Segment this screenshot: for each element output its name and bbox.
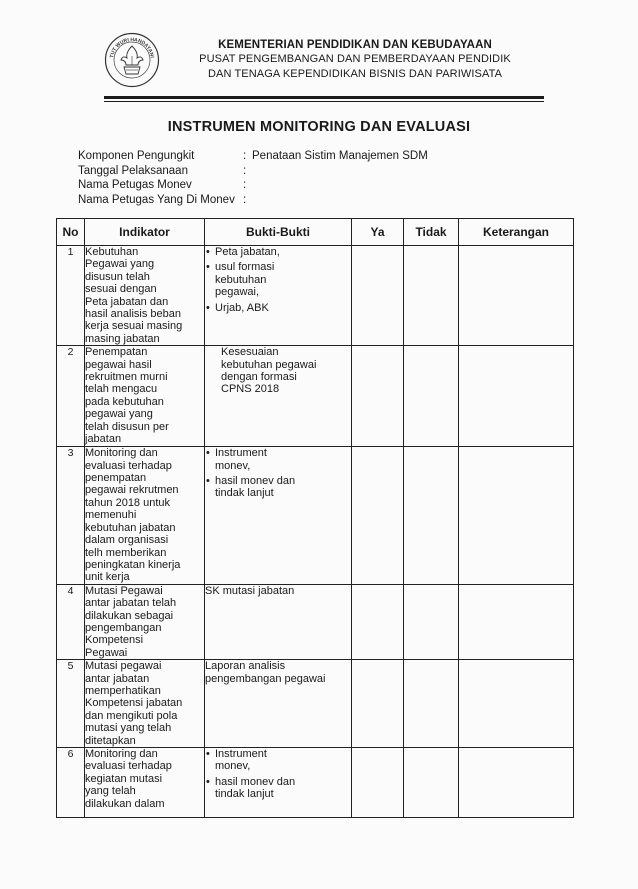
meta-label: Nama Petugas Yang Di Monev xyxy=(78,193,235,206)
meta-row xyxy=(78,149,498,164)
table-row xyxy=(57,447,574,584)
bukti-text xyxy=(205,585,351,597)
meta-colon: : xyxy=(243,150,247,162)
bukti-line: kebutuhan pegawai xyxy=(221,358,317,371)
cell-bukti xyxy=(205,748,352,818)
indikator-line: kegiatan mutasi xyxy=(85,772,163,785)
bukti-line: monev, xyxy=(215,459,251,472)
indikator-line: dilakukan dalam xyxy=(85,797,165,810)
indikator-line: kebutuhan jabatan xyxy=(85,521,176,534)
indikator-line: telh memberikan xyxy=(85,546,167,559)
indikator-line: hasil analisis beban xyxy=(85,308,182,321)
monev-table xyxy=(56,218,574,818)
letterhead-rule-thick xyxy=(104,96,544,99)
cell-tidak xyxy=(404,346,459,447)
indikator-line: Pegawai xyxy=(85,646,128,659)
cell-no: 5 xyxy=(57,660,85,748)
indikator-line: memperhatikan xyxy=(85,684,161,697)
cell-no: 4 xyxy=(57,584,85,659)
bukti-item xyxy=(215,246,351,258)
indikator-line: pada kebutuhan xyxy=(85,395,164,408)
bukti-item xyxy=(215,776,351,801)
table-row xyxy=(57,660,574,748)
bukti-line: • hasil monev dan xyxy=(215,475,296,488)
cell-bukti xyxy=(205,447,352,584)
cell-ya xyxy=(352,346,404,447)
indikator-line: Kebutuhan xyxy=(85,246,139,258)
header-keterangan: Keterangan xyxy=(459,219,574,246)
cell-indikator xyxy=(85,447,205,584)
indikator-line: dilakukan sebagai xyxy=(85,609,174,622)
meta-colon: : xyxy=(243,193,247,206)
cell-tidak xyxy=(404,447,459,584)
bukti-line: Kesesuaian xyxy=(221,346,279,359)
document-title: INSTRUMEN MONITORING DAN EVALUASI xyxy=(167,119,471,135)
indikator-line: evaluasi terhadap xyxy=(85,459,172,472)
meta-colon: : xyxy=(243,179,247,191)
indikator-line: antar jabatan telah xyxy=(85,597,177,610)
header-indikator: Indikator xyxy=(85,219,205,246)
indikator-line: Monitoring dan xyxy=(85,447,158,460)
meta-info xyxy=(78,149,498,207)
bukti-line: monev, xyxy=(215,760,251,773)
header-ya: Ya xyxy=(352,219,404,246)
svg-text:TUT WURI HANDAYANI: TUT WURI HANDAYANI xyxy=(109,36,155,59)
indikator-line: rekruitmen murni xyxy=(85,371,168,384)
bukti-line: pengembangan pegawai xyxy=(205,672,326,685)
indikator-line: Mutasi pegawai xyxy=(85,660,162,673)
bukti-line: • Instrument xyxy=(215,748,267,760)
center-name-line-1: PUSAT PENGEMBANGAN DAN PEMBERDAYAAN PENDIDIK xyxy=(199,53,511,65)
table-row xyxy=(57,346,574,447)
letterhead-rule-thin xyxy=(104,101,544,102)
indikator-line: Pegawai yang xyxy=(85,258,155,271)
indikator-line: peningkatan kinerja xyxy=(85,558,181,571)
indikator-line: Kompetensi xyxy=(85,634,144,647)
indikator-line: sesuai dengan xyxy=(85,283,157,296)
indikator-line: Monitoring dan xyxy=(85,748,158,760)
bukti-item xyxy=(215,261,351,298)
bukti-line: pegawai, xyxy=(215,286,260,299)
meta-row xyxy=(78,178,498,193)
bukti-item xyxy=(215,475,351,500)
indikator-line: antar jabatan xyxy=(85,672,150,685)
indikator-line: dalam organisasi xyxy=(85,534,169,547)
cell-no: 6 xyxy=(57,748,85,818)
bukti-line: CPNS 2018 xyxy=(221,383,280,396)
indikator-line: pengembangan xyxy=(85,621,162,634)
indikator-line: dan mengikuti pola xyxy=(85,709,178,722)
cell-keterangan xyxy=(459,748,574,818)
bukti-line: • Instrument xyxy=(215,447,267,460)
bukti-line: kebutuhan xyxy=(215,273,267,286)
indikator-line: telah disusun per xyxy=(85,420,169,433)
indikator-line: Peta jabatan dan xyxy=(85,295,169,308)
meta-colon: : xyxy=(243,164,247,177)
table-row xyxy=(57,748,574,818)
cell-indikator xyxy=(85,246,205,346)
cell-indikator xyxy=(85,748,205,818)
bukti-item xyxy=(215,447,351,472)
bukti-list xyxy=(205,447,351,500)
bukti-text xyxy=(205,660,351,685)
indikator-line: mutasi yang telah xyxy=(85,722,172,735)
cell-indikator xyxy=(85,346,205,447)
cell-ya xyxy=(352,447,404,584)
bukti-line: • Urjab, ABK xyxy=(215,301,269,314)
cell-keterangan xyxy=(459,447,574,584)
cell-keterangan xyxy=(459,246,574,346)
bukti-line: • usul formasi xyxy=(215,261,275,274)
meta-row xyxy=(78,164,498,179)
meta-row xyxy=(78,193,498,208)
indikator-line: yang telah xyxy=(85,785,136,798)
bukti-line: dengan formasi xyxy=(221,371,297,384)
indikator-line: evaluasi terhadap xyxy=(85,760,172,773)
indikator-line: unit kerja xyxy=(85,571,130,584)
indikator-line: Penempatan xyxy=(85,346,148,359)
bukti-line: tindak lanjut xyxy=(215,788,274,801)
bukti-item xyxy=(215,748,351,773)
center-name-line-2: DAN TENAGA KEPENDIDIKAN BISNIS DAN PARIWISATA xyxy=(207,68,503,80)
meta-label: Komponen Pengungkit xyxy=(78,150,195,162)
cell-tidak xyxy=(404,246,459,346)
header-tidak: Tidak xyxy=(404,219,459,246)
cell-keterangan xyxy=(459,346,574,447)
indikator-line: pegawai hasil xyxy=(85,358,152,371)
indikator-line: pegawai yang xyxy=(85,408,153,421)
indikator-line: tahun 2018 untuk xyxy=(85,496,171,509)
cell-tidak xyxy=(404,584,459,659)
cell-ya xyxy=(352,748,404,818)
cell-bukti xyxy=(205,584,352,659)
header-no: No xyxy=(57,219,85,246)
cell-tidak xyxy=(404,660,459,748)
indikator-line: kerja sesuai masing xyxy=(85,320,183,333)
meta-value: Penataan Sistim Manajemen SDM xyxy=(252,150,428,162)
indikator-line: penempatan xyxy=(85,472,147,485)
cell-ya xyxy=(352,660,404,748)
cell-keterangan xyxy=(459,660,574,748)
table-row xyxy=(57,246,574,346)
bukti-text xyxy=(205,346,351,396)
cell-bukti xyxy=(205,246,352,346)
ministry-name: KEMENTERIAN PENDIDIKAN DAN KEBUDAYAAN xyxy=(218,39,492,51)
cell-indikator xyxy=(85,584,205,659)
header-bukti: Bukti-Bukti xyxy=(205,219,352,246)
cell-bukti xyxy=(205,346,352,447)
meta-label: Nama Petugas Monev xyxy=(78,179,192,191)
bukti-line: • Peta jabatan, xyxy=(215,246,280,258)
letterhead xyxy=(165,38,545,82)
cell-indikator xyxy=(85,660,205,748)
indikator-line: memenuhi xyxy=(85,509,137,522)
indikator-line: jabatan xyxy=(85,433,122,446)
bukti-line: Laporan analisis xyxy=(205,660,286,673)
cell-no: 1 xyxy=(57,246,85,346)
cell-bukti xyxy=(205,660,352,748)
bukti-list xyxy=(205,748,351,801)
cell-keterangan xyxy=(459,584,574,659)
indikator-line: disusun telah xyxy=(85,270,150,283)
table-header-row xyxy=(57,219,574,246)
indikator-line: Mutasi Pegawai xyxy=(85,584,163,597)
table-row xyxy=(57,584,574,659)
cell-tidak xyxy=(404,748,459,818)
cell-no: 3 xyxy=(57,447,85,584)
cell-ya xyxy=(352,246,404,346)
bukti-line: • hasil monev dan xyxy=(215,775,296,788)
tut-wuri-handayani-logo-icon xyxy=(104,32,160,88)
cell-no: 2 xyxy=(57,346,85,447)
indikator-line: masing jabatan xyxy=(85,332,160,345)
bukti-line: tindak lanjut xyxy=(215,487,274,500)
indikator-line: pegawai rekrutmen xyxy=(85,484,179,497)
meta-label: Tanggal Pelaksanaan xyxy=(78,164,188,177)
bukti-item xyxy=(215,302,351,314)
bukti-list xyxy=(205,246,351,314)
bukti-line: SK mutasi jabatan xyxy=(205,584,295,597)
cell-ya xyxy=(352,584,404,659)
indikator-line: telah mengacu xyxy=(85,383,158,396)
indikator-line: ditetapkan xyxy=(85,734,136,747)
indikator-line: Kompetensi jabatan xyxy=(85,697,183,710)
